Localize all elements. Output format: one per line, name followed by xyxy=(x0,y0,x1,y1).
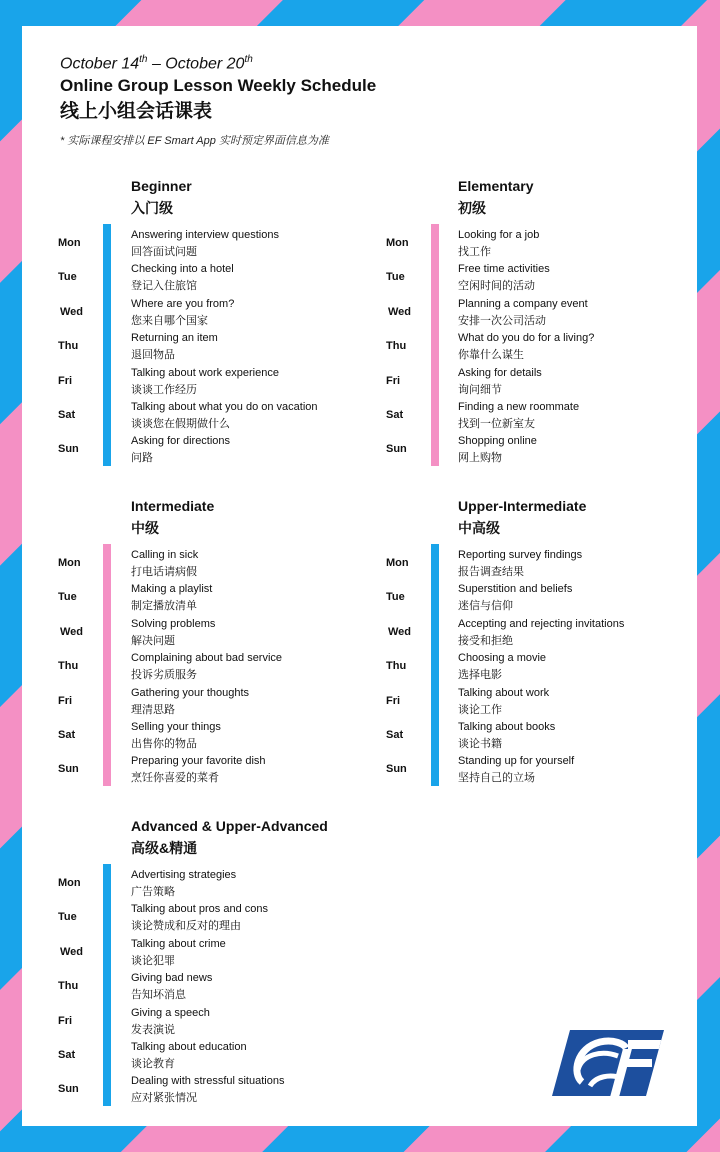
lesson-title: Calling in sick xyxy=(131,549,199,561)
lesson-day: Thu xyxy=(58,980,79,993)
lesson-title: Shopping online xyxy=(458,435,537,448)
level-title-chinese: 中高级 xyxy=(458,520,500,536)
lesson-day: Sun xyxy=(58,1083,79,1096)
lesson-day: Thu xyxy=(386,660,407,673)
lesson-day: Sun xyxy=(58,763,79,776)
level-title: Intermediate xyxy=(131,498,215,514)
lesson-title-chinese: 谈论书籍 xyxy=(458,738,502,750)
lesson-day: Wed xyxy=(388,625,412,638)
lesson-title: Talking about education xyxy=(131,1041,247,1053)
date-range: October 14th – October 20th xyxy=(60,54,253,73)
level-color-bar xyxy=(103,864,111,1106)
lesson-title-chinese: 找到一位新室友 xyxy=(458,418,535,430)
level-title: Beginner xyxy=(131,178,192,194)
lesson-day: Wed xyxy=(60,625,84,638)
lesson-title: Free time activities xyxy=(458,263,550,276)
lesson-title: Looking for a job xyxy=(458,229,540,241)
lesson-title: Standing up for yourself xyxy=(458,755,575,768)
lesson-title-chinese: 广告策略 xyxy=(131,886,175,898)
lesson-day: Sat xyxy=(386,729,404,741)
lesson-title-chinese: 退回物品 xyxy=(131,349,175,362)
lesson-title: Solving problems xyxy=(131,617,216,630)
lesson-title: Selling your things xyxy=(131,721,221,733)
lesson-title-chinese: 理清思路 xyxy=(131,703,175,716)
lesson-title: Checking into a hotel xyxy=(131,263,234,276)
lesson-title-chinese: 你靠什么谋生 xyxy=(458,349,524,362)
level-title-chinese: 初级 xyxy=(458,200,486,216)
lesson-title: Where are you from? xyxy=(131,297,235,310)
lesson-day: Fri xyxy=(386,694,401,707)
lesson-title-chinese: 问路 xyxy=(131,452,153,465)
lesson-title-chinese: 谈谈工作经历 xyxy=(131,383,197,396)
lesson-title-chinese: 坚持自己的立场 xyxy=(458,772,535,785)
lesson-title: Choosing a movie xyxy=(458,652,547,665)
lesson-title-chinese: 发表演说 xyxy=(131,1023,175,1036)
level-color-bar xyxy=(431,544,439,786)
lesson-day: Sun xyxy=(58,443,79,456)
lesson-title-chinese: 谈论教育 xyxy=(131,1058,175,1070)
lesson-title-chinese: 谈论赞成和反对的理由 xyxy=(131,920,241,933)
lesson-title: Complaining about bad service xyxy=(131,652,283,665)
lesson-title: Giving bad news xyxy=(131,972,213,985)
lesson-title-chinese: 烹饪你喜爱的菜肴 xyxy=(131,772,219,785)
lesson-title: Advertising strategies xyxy=(131,869,237,881)
lesson-day: Fri xyxy=(58,374,73,387)
lesson-title-chinese: 应对紧张情况 xyxy=(131,1092,197,1105)
lesson-title-chinese: 空闲时间的活动 xyxy=(458,280,535,293)
lesson-title-chinese: 报告调查结果 xyxy=(458,566,524,578)
lesson-title: Talking about what you do on vacation xyxy=(131,401,318,413)
lesson-day: Fri xyxy=(386,374,401,387)
level-title-chinese: 入门级 xyxy=(131,200,173,216)
lesson-day: Thu xyxy=(58,660,79,673)
level-color-bar xyxy=(103,224,111,466)
level-title-chinese: 中级 xyxy=(131,520,159,536)
lesson-day: Tue xyxy=(386,591,405,604)
lesson-day: Sun xyxy=(386,763,407,776)
lesson-title: Giving a speech xyxy=(131,1006,210,1019)
lesson-title: Dealing with stressful situations xyxy=(131,1075,285,1088)
lesson-day: Mon xyxy=(58,237,81,249)
lesson-title-chinese: 登记入住旅馆 xyxy=(131,280,197,293)
lesson-day: Tue xyxy=(386,271,405,284)
lesson-title: Preparing your favorite dish xyxy=(131,755,266,768)
lesson-title: Answering interview questions xyxy=(131,229,279,241)
lesson-title: What do you do for a living? xyxy=(458,332,595,345)
lesson-title-chinese: 询问细节 xyxy=(458,383,502,396)
lesson-day: Sat xyxy=(58,1049,76,1061)
level-title: Upper-Intermediate xyxy=(458,498,587,514)
lesson-title-chinese: 制定播放清单 xyxy=(131,600,197,613)
lesson-title-chinese: 出售你的物品 xyxy=(131,738,197,750)
lesson-title-chinese: 接受和拒绝 xyxy=(458,634,513,647)
lesson-title: Talking about pros and cons xyxy=(131,903,268,916)
lesson-title: Talking about crime xyxy=(131,937,226,950)
lesson-day: Tue xyxy=(58,911,77,924)
lesson-title: Superstition and beliefs xyxy=(458,583,573,596)
lesson-day: Sat xyxy=(58,409,76,421)
lesson-title-chinese: 选择电影 xyxy=(458,669,502,682)
lesson-title-chinese: 谈论工作 xyxy=(458,703,502,716)
lesson-title: Asking for details xyxy=(458,366,542,379)
lesson-day: Mon xyxy=(386,237,409,249)
lesson-day: Mon xyxy=(58,877,81,889)
level-color-bar xyxy=(103,544,111,786)
lesson-day: Mon xyxy=(58,557,81,569)
lesson-title: Reporting survey findings xyxy=(458,549,583,561)
lesson-title-chinese: 谈论犯罪 xyxy=(131,954,175,967)
lesson-day: Sat xyxy=(58,729,76,741)
lesson-day: Thu xyxy=(386,340,407,353)
lesson-title: Asking for directions xyxy=(131,435,231,448)
lesson-day: Tue xyxy=(58,591,77,604)
lesson-title-chinese: 网上购物 xyxy=(458,452,502,465)
lesson-title-chinese: 解决问题 xyxy=(131,634,175,647)
lesson-day: Mon xyxy=(386,557,409,569)
lesson-day: Wed xyxy=(60,305,84,318)
lesson-title-chinese: 打电话请病假 xyxy=(131,566,197,578)
lesson-title-chinese: 告知坏消息 xyxy=(131,989,186,1002)
lesson-day: Sun xyxy=(386,443,407,456)
level-title: Advanced & Upper-Advanced xyxy=(131,818,328,834)
disclaimer-note: * 实际课程安排以 EF Smart App 实时预定界面信息为准 xyxy=(60,135,329,147)
lesson-day: Thu xyxy=(58,340,79,353)
lesson-day: Wed xyxy=(60,945,84,958)
lesson-title: Returning an item xyxy=(131,332,218,345)
lesson-day: Wed xyxy=(388,305,412,318)
lesson-title: Finding a new roommate xyxy=(458,401,580,413)
lesson-title: Making a playlist xyxy=(131,583,213,596)
page-title: Online Group Lesson Weekly Schedule xyxy=(60,76,377,95)
lesson-day: Tue xyxy=(58,271,77,284)
lesson-title-chinese: 找工作 xyxy=(458,246,491,258)
lesson-day: Fri xyxy=(58,1014,73,1027)
lesson-title-chinese: 迷信与信仰 xyxy=(458,600,513,613)
lesson-title: Talking about work xyxy=(458,686,550,699)
lesson-title-chinese: 回答面试问题 xyxy=(131,246,197,258)
lesson-title-chinese: 投诉劣质服务 xyxy=(131,669,197,682)
lesson-title-chinese: 谈谈您在假期做什么 xyxy=(131,418,230,430)
lesson-title: Planning a company event xyxy=(458,297,588,310)
lesson-title: Gathering your thoughts xyxy=(131,686,250,699)
lesson-day: Fri xyxy=(58,694,73,707)
level-title: Elementary xyxy=(458,178,534,194)
level-title-chinese: 高级&精通 xyxy=(131,840,198,856)
lesson-title: Accepting and rejecting invitations xyxy=(458,617,625,630)
level-color-bar xyxy=(431,224,439,466)
lesson-title: Talking about books xyxy=(458,721,556,733)
schedule-card xyxy=(22,26,697,1126)
page-title-chinese: 线上小组会话课表 xyxy=(60,101,213,122)
lesson-title-chinese: 安排一次公司活动 xyxy=(458,314,546,327)
ef-logo-icon xyxy=(552,1030,664,1096)
lesson-title-chinese: 您来自哪个国家 xyxy=(131,314,208,327)
lesson-day: Sat xyxy=(386,409,404,421)
lesson-title: Talking about work experience xyxy=(131,366,279,379)
